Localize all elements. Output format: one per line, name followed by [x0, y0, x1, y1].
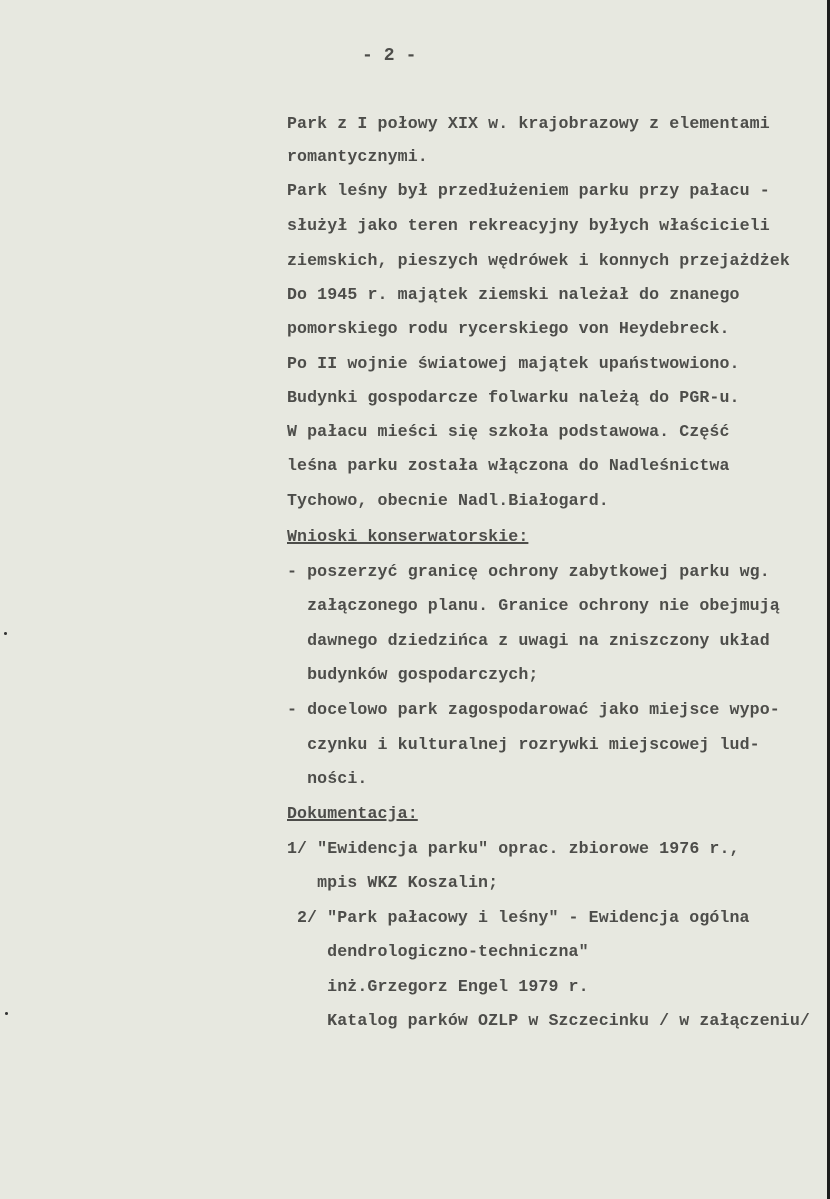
scan-speck: [5, 1012, 8, 1015]
list-line: 2/ "Park pałacowy i leśny" - Ewidencja ogólna: [297, 908, 750, 927]
text-line: Budynki gospodarcze folwarku należą do PGR-u.: [287, 388, 740, 407]
scan-speck: [4, 632, 7, 635]
list-line: - poszerzyć granicę ochrony zabytkowej parku wg.: [287, 562, 770, 581]
list-line: ności.: [287, 769, 368, 788]
text-line: Park z I połowy XIX w. krajobrazowy z elementami: [287, 114, 770, 133]
documentation-heading: Dokumentacja:: [287, 804, 418, 823]
list-line: załączonego planu. Granice ochrony nie obejmują: [287, 596, 780, 615]
text-line: pomorskiego rodu rycerskiego von Heydebreck.: [287, 319, 730, 338]
list-line: dendrologiczno-techniczna": [297, 942, 589, 961]
list-line: czynku i kulturalnej rozrywki miejscowej lud-: [287, 735, 760, 754]
list-line: mpis WKZ Koszalin;: [297, 873, 499, 892]
text-line: W pałacu mieści się szkoła podstawowa. Część: [287, 422, 730, 441]
text-line: leśna parku została włączona do Nadleśnictwa: [287, 456, 730, 475]
list-line: Katalog parków OZLP w Szczecinku / w załączeniu/: [297, 1011, 810, 1030]
text-line: Park leśny był przedłużeniem parku przy pałacu -: [287, 181, 770, 200]
text-line: Po II wojnie światowej majątek upaństwowiono.: [287, 354, 740, 373]
text-line: służył jako teren rekreacyjny byłych właścicieli: [287, 216, 770, 235]
list-line: - docelowo park zagospodarować jako miejsce wypo-: [287, 700, 780, 719]
page-number: - 2 -: [362, 46, 417, 66]
list-line: dawnego dziedzińca z uwagi na zniszczony układ: [287, 631, 770, 650]
text-line: Tychowo, obecnie Nadl.Białogard.: [287, 491, 609, 510]
text-line: romantycznymi.: [287, 147, 428, 166]
list-line: inż.Grzegorz Engel 1979 r.: [297, 977, 589, 996]
text-line: Do 1945 r. majątek ziemski należał do znanego: [287, 285, 740, 304]
text-line: ziemskich, pieszych wędrówek i konnych przejażdżek: [287, 251, 790, 270]
conclusions-heading: Wnioski konserwatorskie:: [287, 527, 529, 546]
list-line: budynków gospodarczych;: [287, 665, 539, 684]
list-line: 1/ "Ewidencja parku" oprac. zbiorowe 1976 r.,: [287, 839, 740, 858]
